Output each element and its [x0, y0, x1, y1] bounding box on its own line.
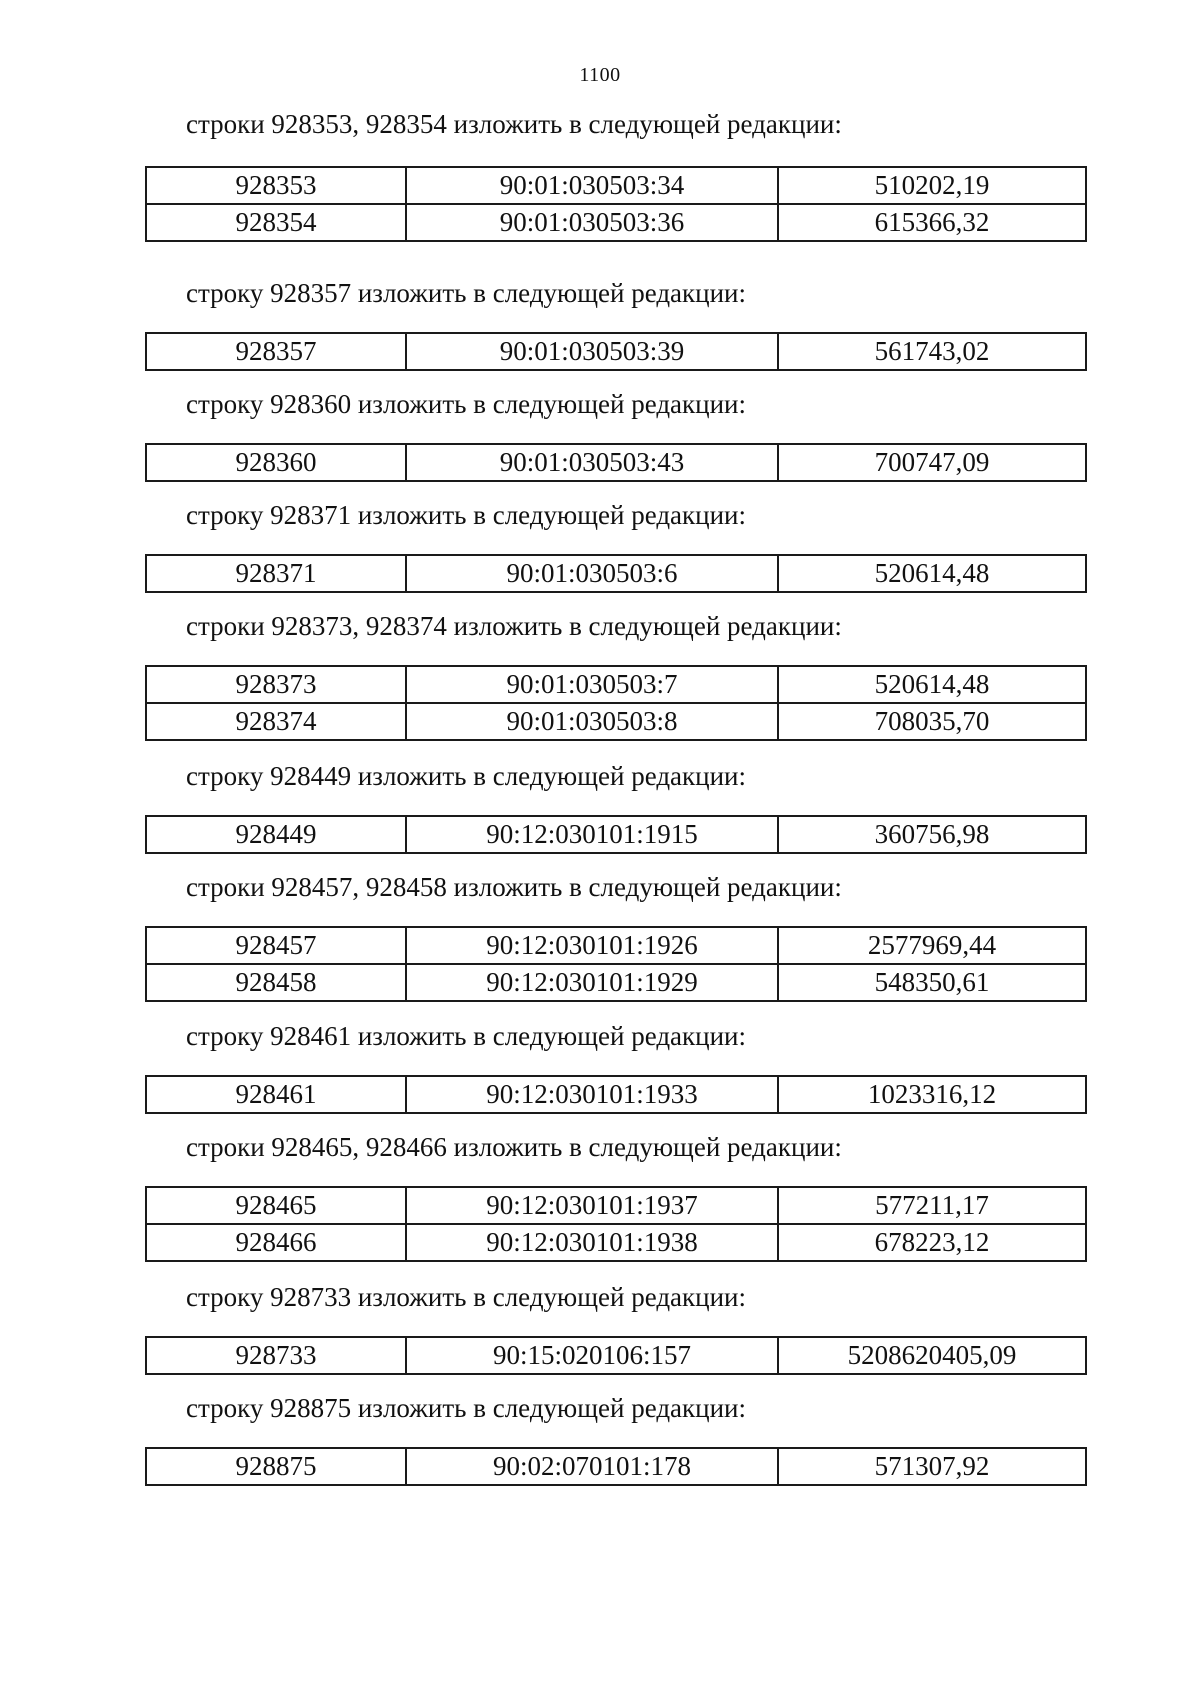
value-cell: 708035,70 — [778, 703, 1086, 740]
amendment-instruction: строку 928875 изложить в следующей редакции: — [186, 1393, 747, 1423]
value-cell: 5208620405,09 — [778, 1337, 1086, 1374]
amendment-table — [145, 926, 1087, 1002]
amendment-table — [145, 166, 1087, 242]
table-row — [146, 167, 1086, 204]
row-number-cell: 928374 — [146, 703, 406, 740]
table-row — [146, 555, 1086, 592]
amendment-table — [145, 443, 1087, 482]
value-cell: 615366,32 — [778, 204, 1086, 241]
cadastral-number-cell: 90:12:030101:1926 — [406, 927, 778, 964]
row-number-cell: 928466 — [146, 1224, 406, 1261]
row-number-cell: 928461 — [146, 1076, 406, 1113]
table-row — [146, 204, 1086, 241]
amendment-instruction: строку 928733 изложить в следующей редакции: — [186, 1282, 747, 1312]
table-row — [146, 927, 1086, 964]
row-number-cell: 928733 — [146, 1337, 406, 1374]
row-number-cell: 928875 — [146, 1448, 406, 1485]
row-number-cell: 928360 — [146, 444, 406, 481]
value-cell: 577211,17 — [778, 1187, 1086, 1224]
row-number-cell: 928353 — [146, 167, 406, 204]
row-number-cell: 928458 — [146, 964, 406, 1001]
amendment-table — [145, 1186, 1087, 1262]
value-cell: 548350,61 — [778, 964, 1086, 1001]
amendment-instruction: строки 928353, 928354 изложить в следующей редакции: — [186, 109, 842, 139]
row-number-cell: 928465 — [146, 1187, 406, 1224]
amendment-instruction: строку 928371 изложить в следующей редакции: — [186, 500, 747, 530]
cadastral-number-cell: 90:12:030101:1938 — [406, 1224, 778, 1261]
amendment-table — [145, 332, 1087, 371]
cadastral-number-cell: 90:12:030101:1933 — [406, 1076, 778, 1113]
value-cell: 520614,48 — [778, 555, 1086, 592]
value-cell: 360756,98 — [778, 816, 1086, 853]
value-cell: 700747,09 — [778, 444, 1086, 481]
cadastral-number-cell: 90:01:030503:7 — [406, 666, 778, 703]
amendment-instruction: строку 928461 изложить в следующей редакции: — [186, 1021, 747, 1051]
value-cell: 561743,02 — [778, 333, 1086, 370]
table-row — [146, 816, 1086, 853]
table-row — [146, 964, 1086, 1001]
cadastral-number-cell: 90:12:030101:1915 — [406, 816, 778, 853]
amendment-table — [145, 665, 1087, 741]
table-row — [146, 1337, 1086, 1374]
cadastral-number-cell: 90:01:030503:39 — [406, 333, 778, 370]
table-row — [146, 1448, 1086, 1485]
table-row — [146, 1224, 1086, 1261]
cadastral-number-cell: 90:01:030503:6 — [406, 555, 778, 592]
value-cell: 510202,19 — [778, 167, 1086, 204]
amendment-table — [145, 1075, 1087, 1114]
cadastral-number-cell: 90:12:030101:1937 — [406, 1187, 778, 1224]
row-number-cell: 928371 — [146, 555, 406, 592]
table-row — [146, 1076, 1086, 1113]
value-cell: 1023316,12 — [778, 1076, 1086, 1113]
cadastral-number-cell: 90:12:030101:1929 — [406, 964, 778, 1001]
amendment-table — [145, 815, 1087, 854]
row-number-cell: 928373 — [146, 666, 406, 703]
table-row — [146, 444, 1086, 481]
amendment-instruction: строку 928449 изложить в следующей редакции: — [186, 761, 747, 791]
amendment-instruction: строки 928457, 928458 изложить в следующей редакции: — [186, 872, 842, 902]
table-row — [146, 666, 1086, 703]
amendment-table — [145, 554, 1087, 593]
value-cell: 2577969,44 — [778, 927, 1086, 964]
value-cell: 520614,48 — [778, 666, 1086, 703]
cadastral-number-cell: 90:02:070101:178 — [406, 1448, 778, 1485]
row-number-cell: 928357 — [146, 333, 406, 370]
row-number-cell: 928449 — [146, 816, 406, 853]
table-row — [146, 703, 1086, 740]
amendment-instruction: строки 928465, 928466 изложить в следующей редакции: — [186, 1132, 842, 1162]
table-row — [146, 333, 1086, 370]
cadastral-number-cell: 90:01:030503:36 — [406, 204, 778, 241]
row-number-cell: 928354 — [146, 204, 406, 241]
amendment-table — [145, 1447, 1087, 1486]
amendment-instruction: строку 928357 изложить в следующей редакции: — [186, 278, 747, 308]
amendment-instruction: строку 928360 изложить в следующей редакции: — [186, 389, 747, 419]
value-cell: 571307,92 — [778, 1448, 1086, 1485]
cadastral-number-cell: 90:15:020106:157 — [406, 1337, 778, 1374]
value-cell: 678223,12 — [778, 1224, 1086, 1261]
cadastral-number-cell: 90:01:030503:34 — [406, 167, 778, 204]
cadastral-number-cell: 90:01:030503:43 — [406, 444, 778, 481]
amendment-instruction: строки 928373, 928374 изложить в следующей редакции: — [186, 611, 842, 641]
amendment-table — [145, 1336, 1087, 1375]
page-number: 1100 — [579, 64, 621, 86]
table-row — [146, 1187, 1086, 1224]
row-number-cell: 928457 — [146, 927, 406, 964]
cadastral-number-cell: 90:01:030503:8 — [406, 703, 778, 740]
